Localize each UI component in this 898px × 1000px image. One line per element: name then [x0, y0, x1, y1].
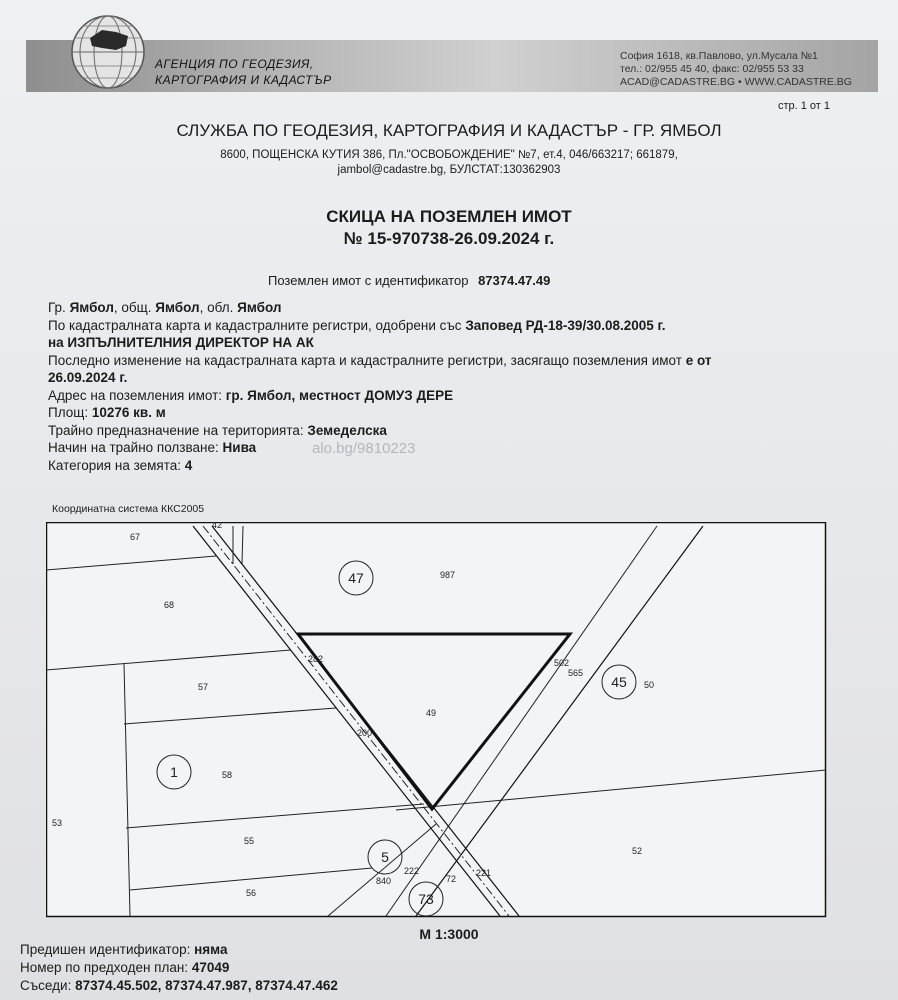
city-label: Гр. — [48, 300, 66, 315]
parcel-label-55: 55 — [244, 836, 255, 846]
property-info — [48, 299, 848, 474]
parcel-label-68: 68 — [164, 600, 175, 610]
service-title: СЛУЖБА ПО ГЕОДЕЗИЯ, КАРТОГРАФИЯ И КАДАСТЪР - ГР. ЯМБОЛ — [176, 121, 722, 140]
prev-plan-value: 47049 — [191, 960, 230, 975]
parcel-circled-label-73: 73 — [418, 891, 434, 907]
prev-plan-row — [20, 959, 338, 977]
area-label: Площ: — [48, 405, 89, 420]
parcel-label-56: 56 — [246, 888, 257, 898]
last-change-word: е от — [685, 352, 712, 368]
last-change-label: Последно изменение на кадастралната карта и кадастралните регистри, засягащо поземления имот — [48, 352, 682, 368]
service-address — [0, 148, 898, 178]
parcel-label-72: 72 — [446, 874, 457, 884]
document-heading — [0, 206, 898, 250]
parcel-circled-label-5: 5 — [381, 849, 389, 865]
approval-by: на ИЗПЪЛНИТЕЛНИЯ ДИРЕКТОР НА АК — [48, 335, 314, 350]
service-address-line: 8600, ПОЩЕНСКА КУТИЯ 386, Пл."ОСВОБОЖДЕНИЕ" №7, ет.4, 046/663217; 661879, — [220, 149, 678, 161]
approval-order: Заповед РД-18-39/30.08.2005 г. — [465, 317, 666, 333]
identifier-label: Поземлен имот с идентификатор — [268, 273, 469, 288]
parcel-label-53: 53 — [52, 818, 63, 828]
last-change-date: 26.09.2024 г. — [48, 370, 128, 385]
parcel-label-42: 42 — [212, 522, 223, 530]
page-number: стр. 1 от 1 — [777, 100, 830, 112]
footer-info — [20, 941, 338, 995]
watermark: alo.bg/9810223 — [312, 440, 416, 457]
address-line-3: ACAD@CADASTRE.BG • WWW.CADASTRE.BG — [620, 76, 852, 88]
parcel-label-221: 221 — [476, 868, 492, 878]
purpose-row — [48, 422, 848, 440]
usage-value: Нива — [222, 440, 257, 455]
last-change-date-row — [48, 369, 848, 387]
prev-plan-label: Номер по предходен план: — [20, 960, 189, 975]
service-contact-line: jambol@cadastre.bg, БУЛСТАТ:130362903 — [337, 164, 561, 176]
agency-line-1: АГЕНЦИЯ ПО ГЕОДЕЗИЯ, — [155, 57, 314, 71]
approval-by-row — [48, 334, 848, 352]
address-line-2: тел.: 02/955 45 40, факс: 02/955 53 33 — [620, 63, 804, 75]
parcel-label-50: 50 — [644, 680, 655, 690]
prev-identifier-value: няма — [194, 942, 228, 957]
parcel-label-502: 502 — [554, 658, 570, 668]
agency-name — [155, 56, 332, 88]
parcel-label-49: 49 — [426, 708, 437, 718]
category-value: 4 — [184, 457, 193, 473]
prev-identifier-row — [20, 941, 338, 959]
map-scale: М 1:3000 — [419, 926, 479, 942]
address-value: гр. Ямбол, местност ДОМУЗ ДЕРЕ — [225, 387, 454, 403]
approval-label: По кадастралната карта и кадастралните регистри, одобрени със — [48, 317, 462, 333]
agency-line-2: КАРТОГРАФИЯ И КАДАСТЪР — [155, 73, 332, 87]
address-row — [48, 387, 848, 405]
region-value: Ямбол — [237, 300, 282, 315]
parcel-label-58: 58 — [222, 770, 233, 780]
parcel-label-67: 67 — [130, 532, 141, 542]
neighbors-label: Съседи: — [20, 978, 72, 993]
parcel-label-52: 52 — [632, 846, 643, 856]
identifier-value: 87374.47.49 — [478, 273, 551, 288]
identifier-line — [268, 273, 550, 288]
parcel-circled-label-47: 47 — [348, 570, 364, 586]
purpose-value: Земеделска — [307, 422, 387, 438]
approval-row — [48, 317, 848, 335]
area-row — [48, 404, 848, 422]
region-label: , обл. — [199, 300, 234, 315]
parcel-label-565: 565 — [568, 668, 584, 678]
neighbors-row — [20, 977, 338, 995]
cadastral-map — [46, 522, 828, 920]
area-value: 10276 кв. м — [91, 405, 166, 420]
document-title: СКИЦА НА ПОЗЕМЛЕН ИМОТ — [326, 207, 572, 226]
coordinate-system: Координатна система ККС2005 — [52, 503, 205, 515]
address-label: Адрес на поземления имот: — [48, 387, 223, 403]
purpose-label: Трайно предназначение на територията: — [48, 422, 304, 438]
parcel-label-987: 987 — [440, 570, 456, 580]
municipality-value: Ямбол — [155, 300, 200, 315]
parcel-label-57: 57 — [198, 682, 209, 692]
globe-logo-icon — [68, 12, 148, 92]
document-number: № 15-970738-26.09.2024 г. — [343, 229, 555, 248]
last-change-row — [48, 352, 848, 370]
municipality-label: , общ. — [113, 300, 152, 315]
parcel-circled-label-1: 1 — [170, 764, 178, 780]
parcel-label-840: 840 — [376, 876, 392, 886]
category-label: Категория на земята: — [48, 457, 182, 473]
city-value: Ямбол — [69, 300, 114, 315]
usage-row — [48, 439, 848, 457]
parcel-label-222: 222 — [404, 866, 420, 876]
parcel-label-282: 282 — [308, 654, 324, 664]
agency-address — [620, 50, 852, 89]
location-row — [48, 299, 848, 317]
category-row — [48, 457, 848, 475]
address-line-1: София 1618, кв.Павлово, ул.Мусала №1 — [620, 50, 818, 62]
usage-label: Начин на трайно ползване: — [48, 440, 219, 455]
parcel-circled-label-45: 45 — [611, 674, 627, 690]
prev-identifier-label: Предишен идентификатор: — [20, 942, 191, 957]
neighbors-value: 87374.45.502, 87374.47.987, 87374.47.462 — [75, 978, 338, 993]
parcel-label-200: 200 — [357, 728, 373, 738]
